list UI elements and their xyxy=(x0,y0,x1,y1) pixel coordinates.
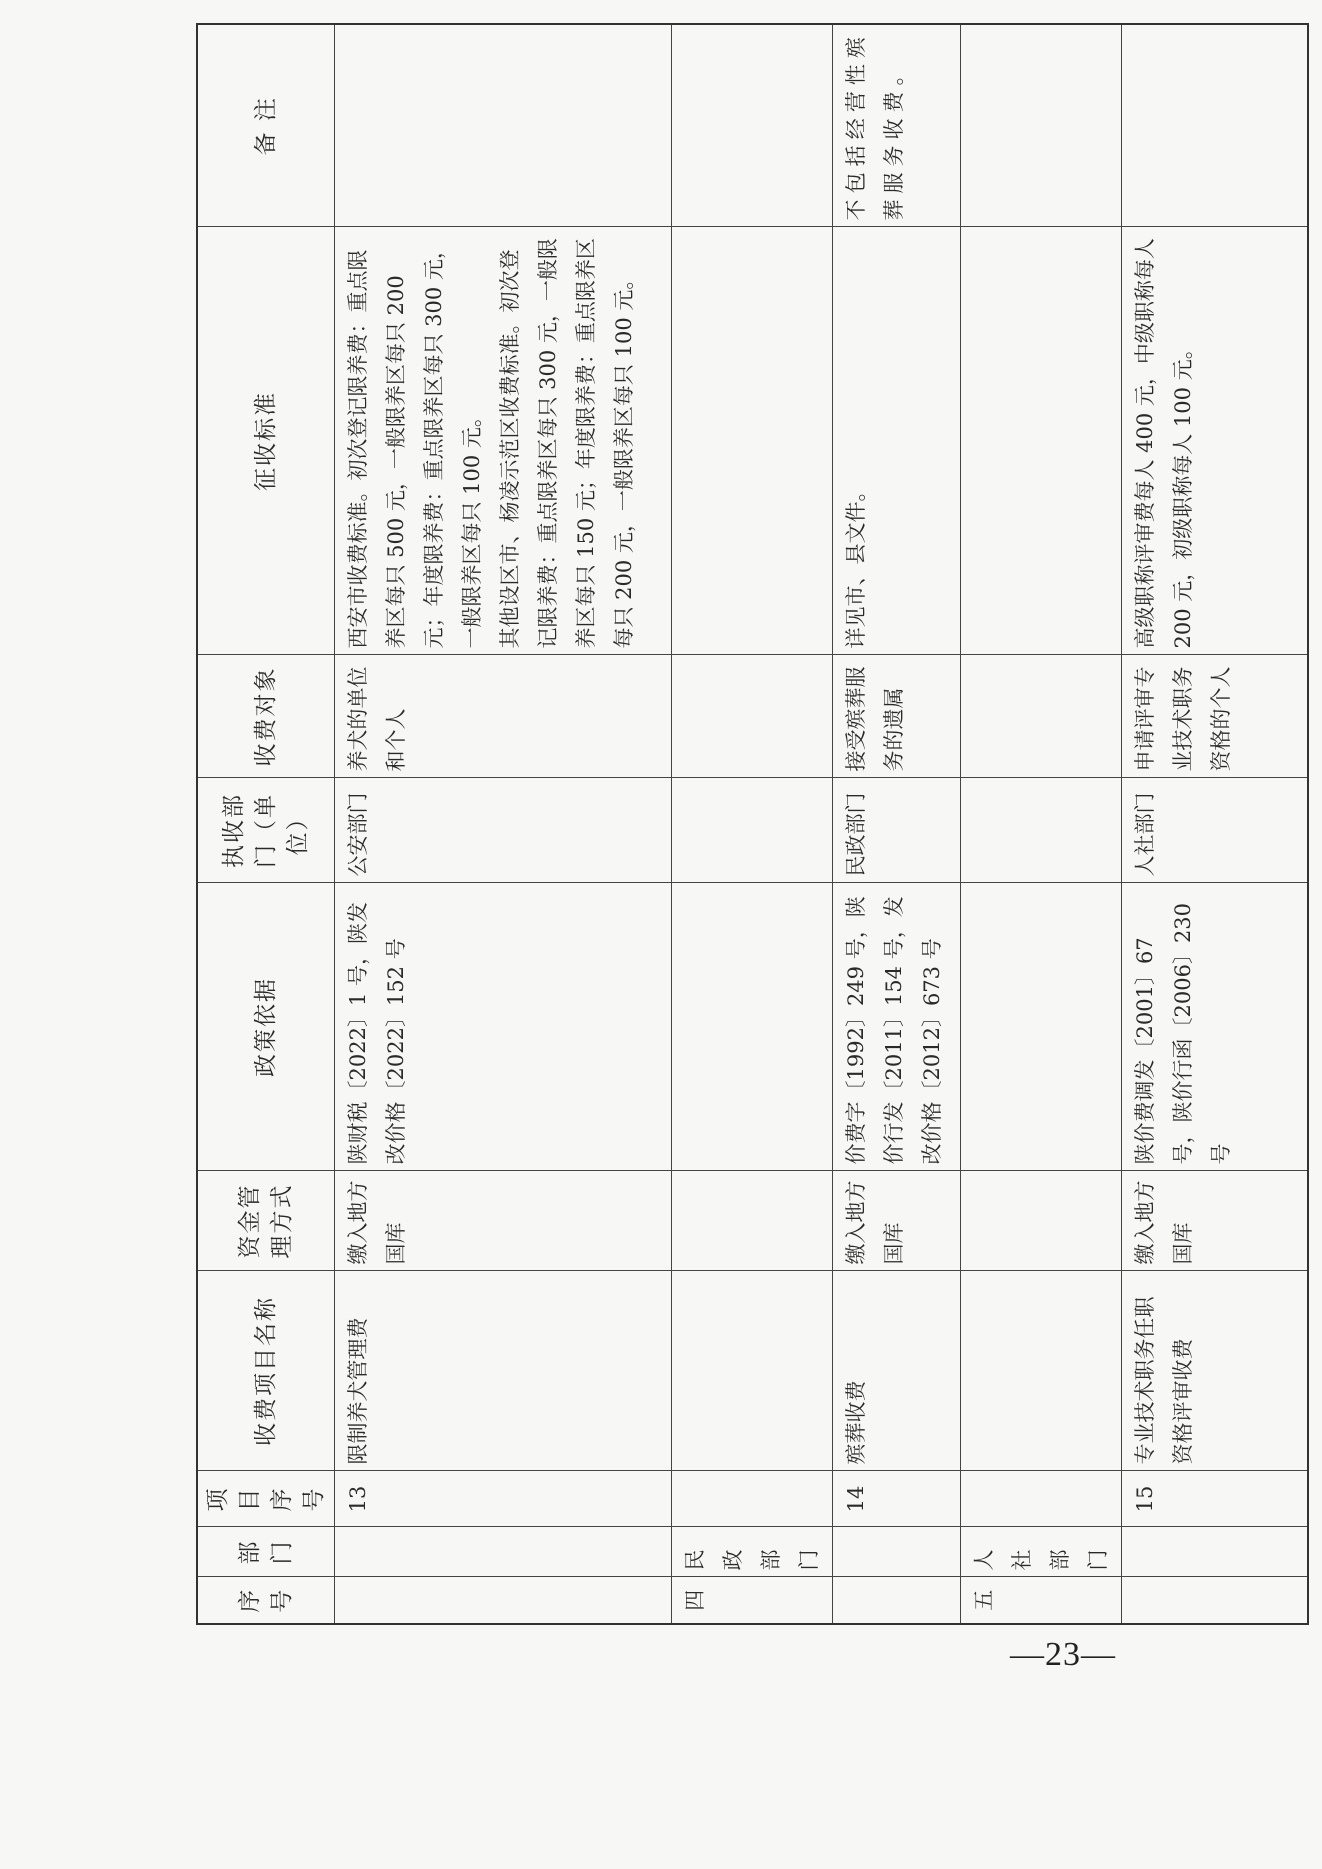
cell-remark xyxy=(1122,24,1308,227)
header-row xyxy=(197,24,335,1624)
cell-empty xyxy=(672,883,833,1171)
header-fund-mgmt: 资金管理方式 xyxy=(197,1171,335,1271)
cell-payer: 申请评审专业技术职务资格的个人 xyxy=(1122,655,1308,778)
cell-empty xyxy=(672,778,833,883)
cell-empty xyxy=(961,24,1122,227)
cell-fund-mgmt: 缴入地方国库 xyxy=(833,1171,961,1271)
header-dept: 部门 xyxy=(197,1527,335,1577)
standard-xian: 西安市收费标准。初次登记限养费：重点限养区每只 500 元，一般限养区每只 200 元；年度限养费：重点限养区每只 300 元，一般限养区每只 100 元。 xyxy=(346,238,484,649)
cell-dept: 民政部门 xyxy=(672,1527,833,1577)
cell-remark: 不包括经营性殡葬服务收费。 xyxy=(833,24,961,227)
cell-item-name: 专业技术职务任职资格评审收费 xyxy=(1122,1271,1308,1471)
cell-item-seq: 14 xyxy=(833,1471,961,1527)
cell-item-seq: 15 xyxy=(1122,1471,1308,1527)
cell-fund-mgmt: 缴入地方国库 xyxy=(335,1171,672,1271)
cell-collector: 民政部门 xyxy=(833,778,961,883)
cell-empty xyxy=(961,227,1122,655)
cell-policy: 陕财税〔2022〕1 号，陕发改价格〔2022〕152 号 xyxy=(335,883,672,1171)
cell-standard xyxy=(335,227,672,655)
rotated-table-container xyxy=(196,25,1233,1625)
header-collector: 执收部门（单位） xyxy=(197,778,335,883)
standard-other-cities: 其他设区市、杨凌示范区收费标准。初次登记限养费：重点限养区每只 300 元，一般限养区每只 150 元；年度限养费：重点限养区每只 200 元，一般限养区每只 100 元。 xyxy=(498,238,636,649)
cell-empty xyxy=(672,655,833,778)
page-number: —23— xyxy=(1010,1636,1116,1673)
cell-seq xyxy=(335,1577,672,1624)
cell-empty xyxy=(961,1171,1122,1271)
cell-empty xyxy=(961,883,1122,1171)
cell-empty xyxy=(961,655,1122,778)
cell-empty xyxy=(672,227,833,655)
header-payer: 收费对象 xyxy=(197,655,335,778)
cell-empty xyxy=(672,1471,833,1527)
cell-item-seq: 13 xyxy=(335,1471,672,1527)
table-row-14 xyxy=(833,24,961,1624)
cell-seq: 五 xyxy=(961,1577,1122,1624)
cell-payer: 养犬的单位和个人 xyxy=(335,655,672,778)
cell-dept xyxy=(1122,1527,1308,1577)
cell-policy: 价费字〔1992〕249 号，陕价行发〔2011〕154 号，发改价格〔2012〕673 号 xyxy=(833,883,961,1171)
cell-standard: 详见市、县文件。 xyxy=(833,227,961,655)
cell-policy: 陕价费调发〔2001〕67 号，陕价行函〔2006〕230 号 xyxy=(1122,883,1308,1171)
cell-fund-mgmt: 缴入地方国库 xyxy=(1122,1171,1308,1271)
header-item-name: 收费项目名称 xyxy=(197,1271,335,1471)
cell-dept xyxy=(833,1527,961,1577)
cell-empty xyxy=(961,1271,1122,1471)
table-row-13 xyxy=(335,24,672,1624)
cell-empty xyxy=(961,1471,1122,1527)
cell-empty xyxy=(672,24,833,227)
header-seq: 序号 xyxy=(197,1577,335,1624)
fee-table xyxy=(196,23,1309,1625)
header-policy: 政策依据 xyxy=(197,883,335,1171)
table-row-15 xyxy=(1122,24,1308,1624)
header-item-seq: 项目序号 xyxy=(197,1471,335,1527)
cell-dept: 人社部门 xyxy=(961,1527,1122,1577)
cell-seq: 四 xyxy=(672,1577,833,1624)
cell-seq xyxy=(1122,1577,1308,1624)
table-row-dept-5 xyxy=(961,24,1122,1624)
cell-empty xyxy=(672,1271,833,1471)
cell-empty xyxy=(672,1171,833,1271)
cell-seq xyxy=(833,1577,961,1624)
header-standard: 征收标准 xyxy=(197,227,335,655)
cell-collector: 人社部门 xyxy=(1122,778,1308,883)
header-remark: 备 注 xyxy=(197,24,335,227)
cell-collector: 公安部门 xyxy=(335,778,672,883)
cell-item-name: 限制养犬管理费 xyxy=(335,1271,672,1471)
table-row-dept-4 xyxy=(672,24,833,1624)
cell-remark xyxy=(335,24,672,227)
cell-dept xyxy=(335,1527,672,1577)
cell-empty xyxy=(961,778,1122,883)
cell-standard: 高级职称评审费每人 400 元，中级职称每人 200 元，初级职称每人 100 元。 xyxy=(1122,227,1308,655)
cell-item-name: 殡葬收费 xyxy=(833,1271,961,1471)
cell-payer: 接受殡葬服务的遗属 xyxy=(833,655,961,778)
